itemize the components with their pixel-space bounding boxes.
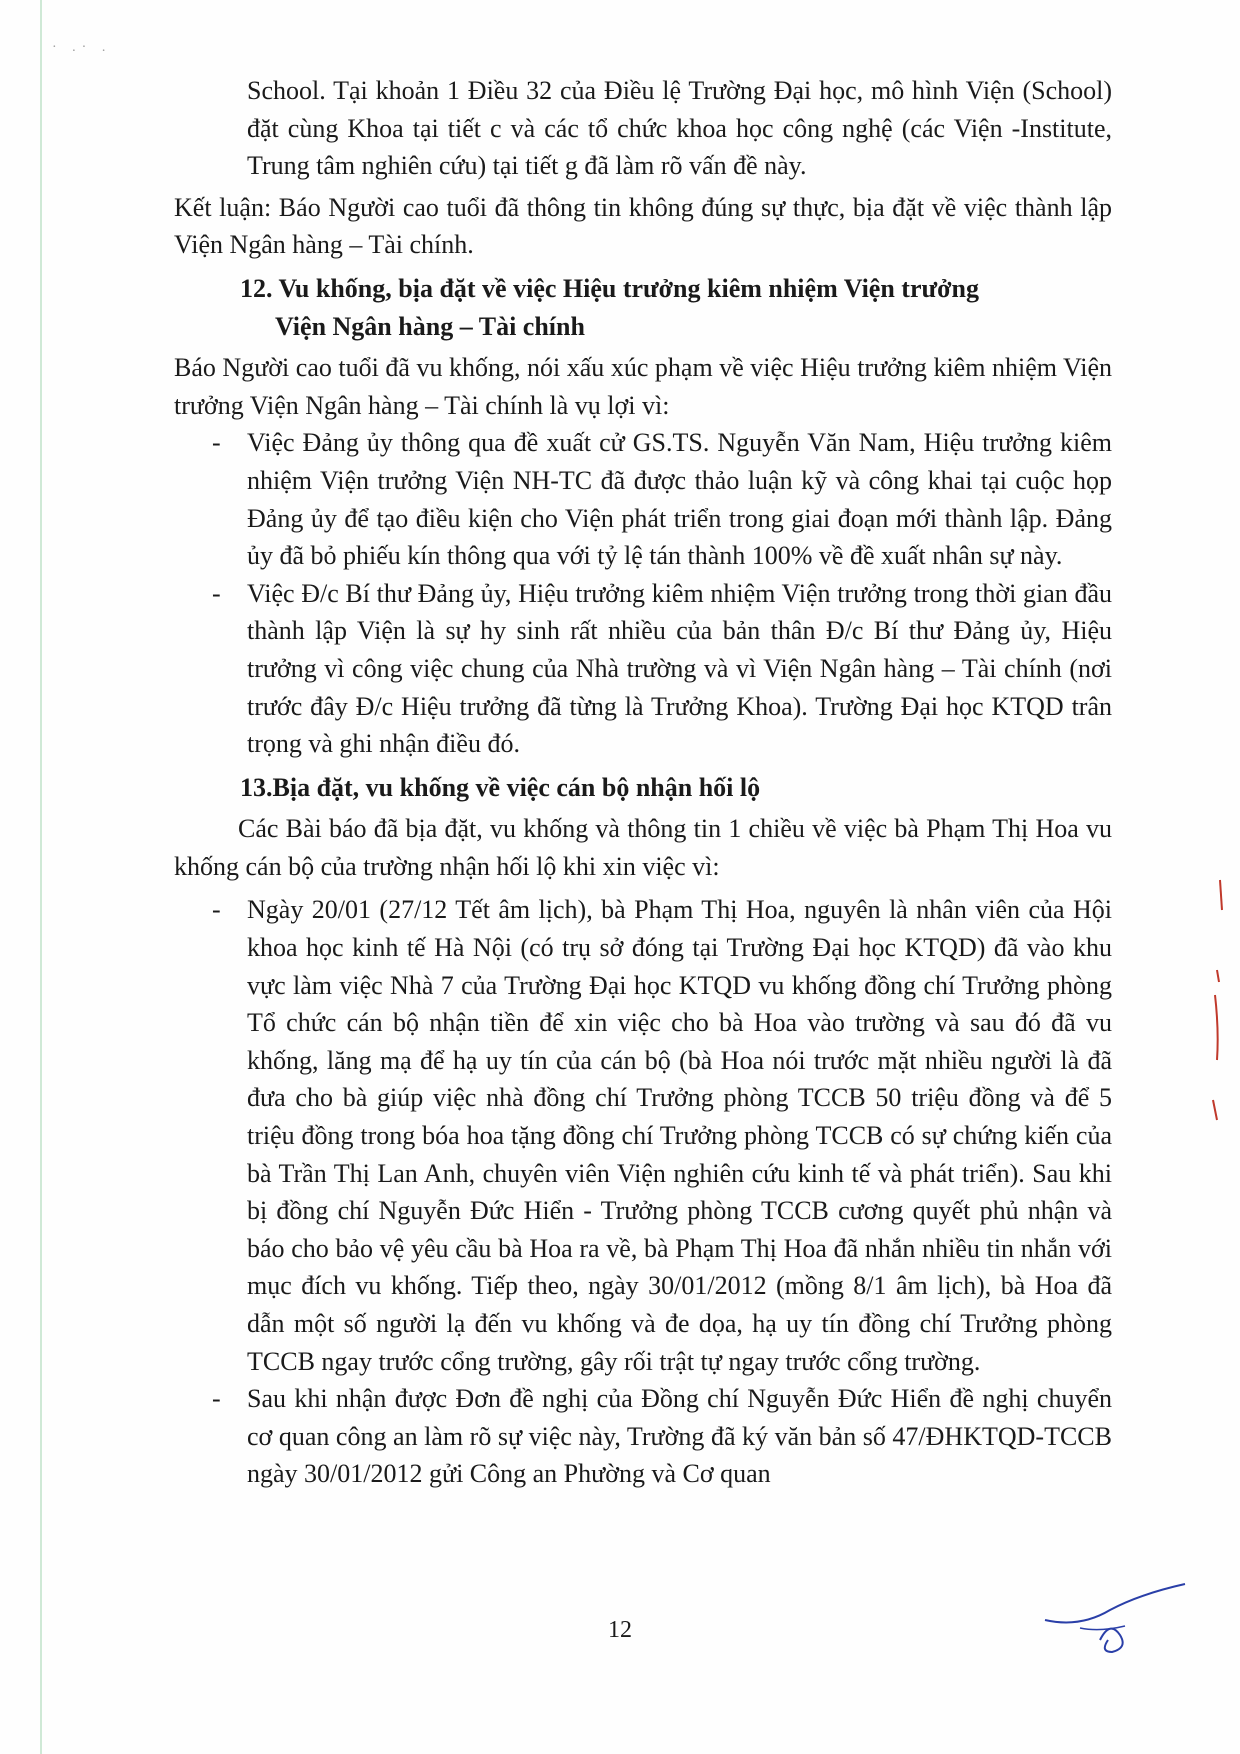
list-item-text: Ngày 20/01 (27/12 Tết âm lịch), bà Phạm Thị Hoa, nguyên là nhân viên của Hội khoa học kinh tế Hà Nội (có trụ sở đóng tại Trường Đại học KTQD) đã vào khu vực làm việc Nhà 7 của Trường Đại học KTQD vu khống đồng chí Trưởng phòng Tổ chức cán bộ nhận tiền để xin việc cho bà Hoa vào trường và sau đó đã vu khống, lăng mạ để hạ uy tín của cán bộ (bà Hoa nói trước mặt nhiều người là đã đưa cho bà giúp việc nhà đồng chí Trưởng phòng TCCB 50 triệu đồng và để 5 triệu đồng trong bóa hoa tặng đồng chí Trưởng phòng TCCB có sự chứng kiến của bà Trần Thị Lan Anh, chuyên viên Viện nghiên cứu kinh tế và phát triển). Sau khi bị đồng chí Nguyễn Đức Hiển - Trưởng phòng TCCB cương quyết phủ nhận và báo cho bảo vệ yêu cầu bà Hoa ra về, bà Phạm Thị Hoa đã nhắn nhiều tin nhắn với mục đích vu khống. Tiếp theo, ngày 30/01/2012 (mồng 8/1 âm lịch), bà Hoa đã dẫn một số người lạ đến vu khống và đe dọa, hạ uy tín đồng chí Trưởng phòng TCCB ngay trước cổng trường, gây rối trật tự ngay trước cổng trường. [247,895,1112,1376]
section-13-heading: 13.Bịa đặt, vu khống về việc cán bộ nhận hối lộ [240,772,761,802]
list-item-text: Việc Đảng ủy thông qua đề xuất cử GS.TS. Nguyễn Văn Nam, Hiệu trưởng kiêm nhiệm Viện trưởng Viện NH-TC đã được thảo luận kỹ và công khai tại cuộc họp Đảng ủy để tạo điều kiện cho Viện phát triển trong giai đoạn mới thành lập. Đảng ủy đã bỏ phiếu kín thông qua với tỷ lệ tán thành 100% về đề xuất nhân sự này. [247,428,1112,571]
dash-bullet: - [212,578,221,608]
intro-paragraph: School. Tại khoản 1 Điều 32 của Điều lệ Trường Đại học, mô hình Viện (School) đặt cùng Khoa tại tiết c và các tổ chức khoa học công nghệ (các Viện -Institute, Trung tâm nghiên cứu) tại tiết g đã làm rõ vấn đề này. [247,76,1112,181]
section-12-heading-line2: Viện Ngân hàng – Tài chính [275,311,585,341]
dash-bullet: - [212,428,221,458]
scan-specks: · .· . [52,40,112,55]
dash-bullet: - [212,1384,221,1414]
section-13-lead: Các Bài báo đã bịa đặt, vu khống và thông tin 1 chiều về việc bà Phạm Thị Hoa vu khống cán bộ của trường nhận hối lộ khi xin việc vì: [174,814,1112,881]
conclusion-paragraph: Kết luận: Báo Người cao tuổi đã thông tin không đúng sự thực, bịa đặt về việc thành lập Viện Ngân hàng – Tài chính. [174,192,1112,260]
list-item [174,424,1112,574]
section-13-list [174,891,1112,1493]
list-item-text: Sau khi nhận được Đơn đề nghị của Đồng chí Nguyễn Đức Hiển đề nghị chuyển cơ quan công an làm rõ sự việc này, Trường đã ký văn bản số 47/ĐHKTQD-TCCB ngày 30/01/2012 gửi Công an Phường và Cơ quan [247,1384,1112,1489]
section-12-list [174,424,1112,762]
section-12-lead: Báo Người cao tuổi đã vu khống, nói xấu xúc phạm về việc Hiệu trưởng kiêm nhiệm Viện trưởng Viện Ngân hàng – Tài chính là vụ lợi vì: [174,353,1112,420]
dash-bullet: - [212,895,221,925]
document-body [174,72,1112,1493]
section-12-heading [174,270,1112,345]
section-12-heading-line1: 12. Vu khống, bịa đặt về việc Hiệu trưởng kiêm nhiệm Viện trưởng [240,273,979,303]
list-item [174,1380,1112,1493]
list-item [174,575,1112,763]
list-item-text: Việc Đ/c Bí thư Đảng ủy, Hiệu trưởng kiêm nhiệm Viện trưởng trong thời gian đầu thành lập Viện là sự hy sinh rất nhiều của bản thân Đ/c Bí thư Đảng ủy, Hiệu trưởng vì công việc chung của Nhà trường và vì Viện Ngân hàng – Tài chính (nơi trước đây Đ/c Hiệu trưởng đã từng là Trưởng Khoa). Trường Đại học KTQD trân trọng và ghi nhận điều đó. [247,578,1112,759]
margin-stamp-marks [1205,870,1235,1130]
page-number: 12 [608,1617,632,1643]
scan-left-edge [40,0,42,1754]
list-item [174,891,1112,1380]
